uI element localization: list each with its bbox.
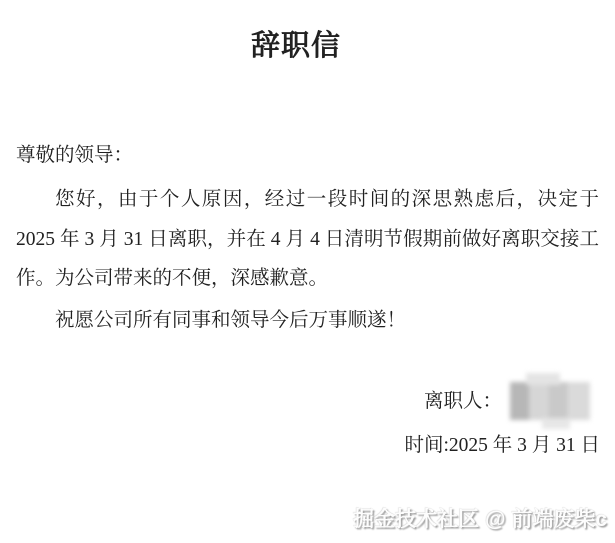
document-title: 辞职信 [250,30,341,62]
signature-label: 离职人： [423,391,502,412]
signature-row [424,382,590,420]
date-row [404,430,600,462]
greeting-line: 尊敬的领导： [16,145,134,166]
body-paragraph: 您好，由于个人原因，经过一段时间的深思熟虑后，决定于 2025 年 3 月 31 日离职，并在 4 月 4 日清明节假期前做好离职交接工作。为公司带来的不便，深感歉意。 [16,189,599,289]
wish-paragraph: 祝愿公司所有同事和领导今后万事顺遂！ [55,310,407,331]
date-line: 时间:2025 年 3 月 31 日 [404,435,600,456]
watermark-text: 掘金技术社区 @ 前端废柴c [353,508,607,531]
redacted-signature-name [510,382,590,420]
